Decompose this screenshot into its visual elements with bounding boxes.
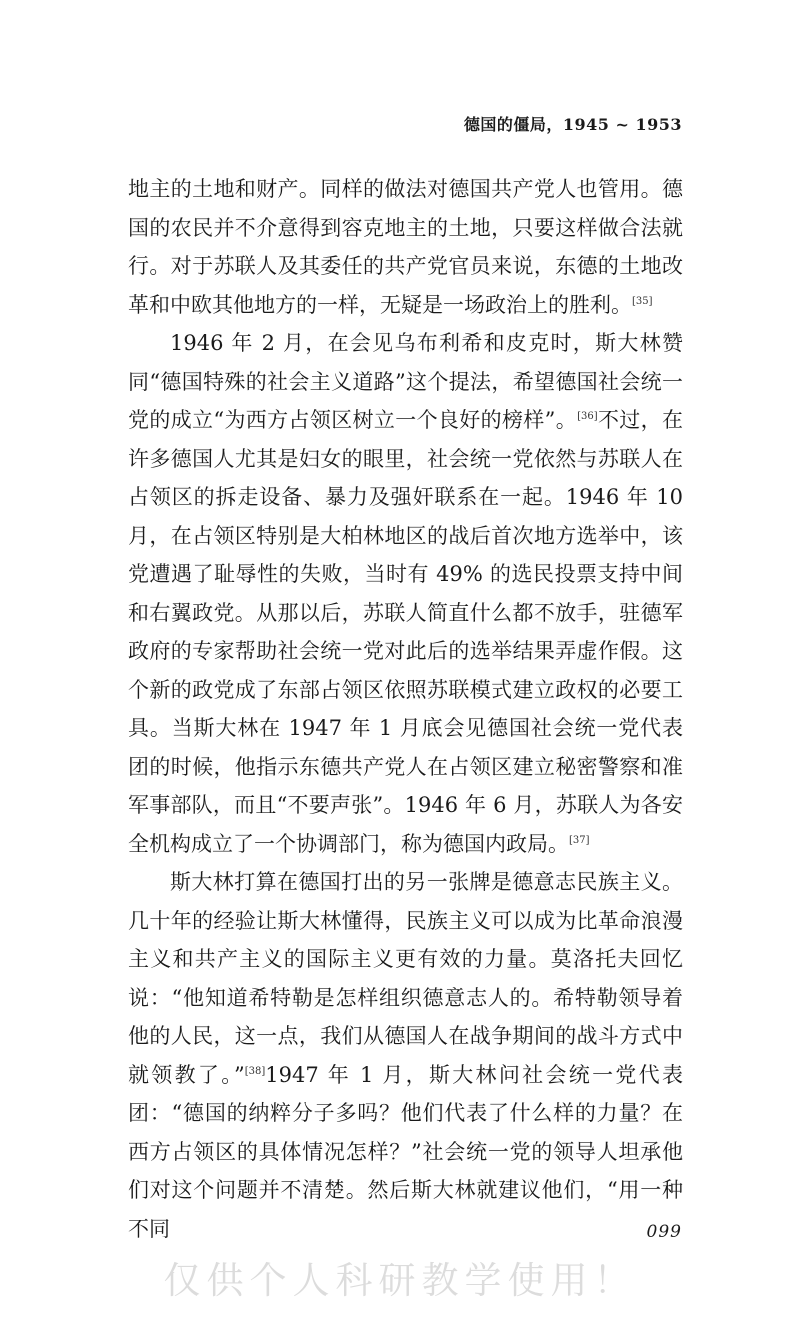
footnote-ref-36[interactable]: [36]: [577, 411, 598, 422]
paragraph-1: [128, 170, 683, 324]
footnote-ref-35[interactable]: [35]: [632, 295, 653, 307]
footnote-ref-37[interactable]: [37]: [569, 834, 590, 846]
paragraph-2-text-b: 不过，在许多德国人尤其是妇女的眼里，社会统一党依然与苏联人在占领区的拆走设备、暴力及强奸联系在一起。1946 年 10 月，在占领区特别是大柏林地区的战后首次地方选举中，该党遭遇了耻辱性的失败，当时有 49% 的选民投票支持中间和右翼政党。从那以后，苏联人简直什么都不放手，驻德军政府的专家帮助社会统一党对此后的选举结果弄虚作假。这个新的政党成了东部占领区依照苏联模式建立政权的必要工具。当斯大林在 1947 年 1 月底会见德国社会统一党代表团的时候，他指示东德共产党人在占领区建立秘密警察和准军事部队，而且“不要声张”。1946 年 6 月，苏联人为各安全机构成立了一个协调部门，称为德国内政局。: [128, 408, 683, 856]
main-text: [128, 170, 683, 1248]
paragraph-3: [128, 863, 683, 1248]
page-number: 099: [646, 1222, 682, 1242]
paragraph-2: [128, 324, 683, 863]
paragraph-3-text-b: 1947 年 1 月，斯大林问社会统一党代表团：“德国的纳粹分子多吗？他们代表了什么样的力量？在西方占领区的具体情况怎样？”社会统一党的领导人坦承他们对这个问题并不清楚。然后斯大林就建议他们，“用一种不同: [128, 1062, 683, 1241]
watermark: 仅供个人科研教学使用！: [163, 1259, 637, 1302]
paragraph-3-text-a: 斯大林打算在德国打出的另一张牌是德意志民族主义。几十年的经验让斯大林懂得，民族主义可以成为比革命浪漫主义和共产主义的国际主义更有效的力量。莫洛托夫回忆说：“他知道希特勒是怎样组织德意志人的。希特勒领导着他的人民，这一点，我们从德国人在战争期间的战斗方式中就领教了。”: [128, 870, 683, 1087]
running-title: 德国的僵局，1945 ~ 1953: [463, 115, 682, 134]
paragraph-2-text-a: 1946 年 2 月，在会见乌布利希和皮克时，斯大林赞同“德国特殊的社会主义道路”这个提法，希望德国社会统一党的成立“为西方占领区树立一个良好的榜样”。: [128, 331, 683, 432]
header-rule: [128, 140, 682, 141]
paragraph-1-text: 地主的土地和财产。同样的做法对德国共产党人也管用。德国的农民并不介意得到容克地主的土地，只要这样做合法就行。对于苏联人及其委任的共产党官员来说，东德的土地改革和中欧其他地方的一样，无疑是一场政治上的胜利。: [128, 177, 683, 317]
footnote-ref-38[interactable]: [38]: [244, 1065, 266, 1077]
